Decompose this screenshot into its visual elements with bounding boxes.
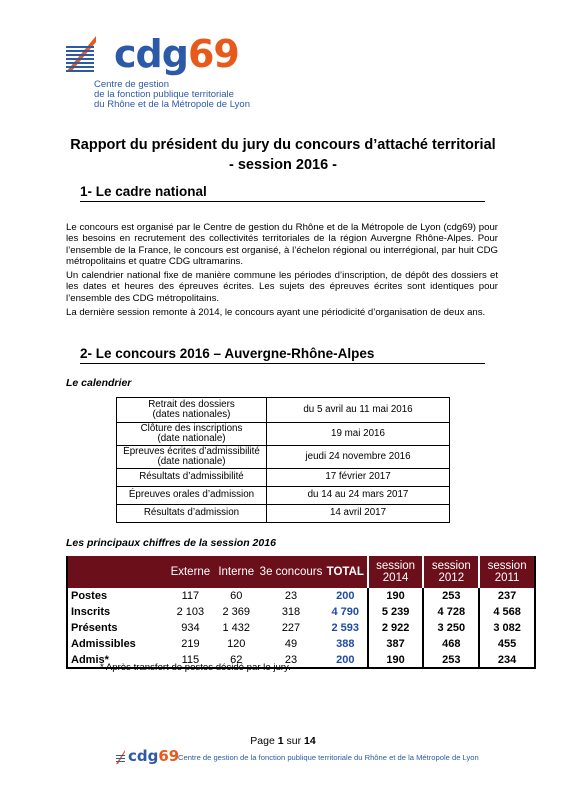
- calendar-row: [117, 398, 450, 423]
- stats-cell: 120: [227, 638, 246, 650]
- section-2-heading: 2- Le concours 2016 – Auvergne-Rhône-Alpes: [80, 346, 485, 364]
- stats-cell: 23: [284, 590, 298, 602]
- stats-cell: 23: [258, 652, 324, 668]
- calendar-row: [117, 487, 450, 505]
- calendar-row: [117, 423, 450, 446]
- logo-line-1: Centre de gestion: [94, 79, 169, 90]
- calendar-value: 19 mai 2016: [267, 423, 450, 446]
- section-1-paragraph-3: La dernière session remonte à 2014, le concours ayant une périodicité d’organisation de deux ans.: [66, 307, 486, 318]
- row-label: Présents: [67, 620, 166, 636]
- calendar-label: Résultats d’admission: [117, 505, 267, 523]
- stats-header-cell: Interne: [214, 556, 258, 588]
- stats-cell: 3 082: [479, 620, 535, 636]
- footer-org-text: Centre de gestion de la fonction publique territoriale du Rhône et de la Métropole de Lyon: [178, 753, 479, 762]
- calendar-row: [117, 469, 450, 487]
- stats-total-cell: 388: [336, 638, 355, 650]
- calendar-title: Le calendrier: [66, 377, 132, 389]
- stats-cell: 49: [284, 638, 298, 650]
- stats-cell: 2 369: [222, 606, 250, 618]
- stats-header-cell: session 2011: [479, 556, 535, 588]
- stats-header-cell: session 2012: [423, 556, 479, 588]
- stats-cell: 227: [281, 622, 301, 634]
- stats-cell: 3 250: [423, 620, 479, 636]
- stats-cell: 387: [368, 636, 424, 652]
- report-title: Rapport du président du jury du concours d’attaché territorial: [70, 137, 496, 153]
- stats-cell: 934: [181, 622, 200, 634]
- stats-cell: 5 239: [368, 604, 424, 620]
- logo-line-3: du Rhône et de la Métropole de Lyon: [94, 99, 250, 110]
- stats-cell: 4 568: [479, 604, 535, 620]
- logo-wordmark: cdg69: [114, 32, 239, 76]
- stats-cell: 62: [214, 652, 258, 668]
- table-row: [67, 636, 535, 652]
- stats-table: [66, 556, 536, 669]
- stats-total-cell: 2 593: [331, 622, 360, 634]
- calendar-label: Résultats d’admissibilité: [117, 469, 267, 487]
- stats-cell: 253: [423, 588, 479, 604]
- report-subtitle: - session 2016 -: [229, 157, 337, 173]
- row-label: Admissibles: [67, 636, 166, 652]
- page-number: Page 1 sur 14: [250, 735, 316, 747]
- stats-cell: 190: [368, 652, 424, 668]
- stats-cell: 237: [479, 588, 535, 604]
- stats-cell: 468: [423, 636, 479, 652]
- stats-header-cell: TOTAL: [324, 556, 368, 588]
- stats-footnote: * Après transfert de postes décidé par le jury.: [100, 662, 291, 673]
- table-row: [67, 604, 535, 620]
- stats-header-cell: [67, 556, 166, 588]
- row-label: Inscrits: [67, 604, 166, 620]
- footer-wordmark: cdg69: [128, 747, 180, 765]
- stats-header-cell: 3e concours: [258, 556, 324, 588]
- calendar-table: [116, 397, 450, 523]
- section-1-paragraph-2: Un calendrier national fixe de manière commune les périodes d’inscription, de dépôt des dossiers et les dates et heures des épreuves écrites. Les sujets des épreuves écrites sont identiques pour l’ensemble des CDG métropolitains.: [66, 270, 498, 304]
- stats-cell: 253: [423, 652, 479, 668]
- stats-cell: 455: [479, 636, 535, 652]
- stats-cell: 60: [230, 590, 243, 602]
- stats-cell: 234: [479, 652, 535, 668]
- row-label: Postes: [67, 588, 166, 604]
- row-label: Admis*: [67, 652, 166, 668]
- calendar-row: [117, 446, 450, 469]
- stats-title: Les principaux chiffres de la session 2016: [66, 537, 276, 549]
- stats-cell: 1 432: [222, 622, 250, 634]
- stats-cell: 2 103: [176, 606, 205, 618]
- stats-cell: 2 922: [368, 620, 424, 636]
- stats-header-cell: session 2014: [368, 556, 424, 588]
- stats-cell: 4 728: [423, 604, 479, 620]
- calendar-value: du 5 avril au 11 mai 2016: [267, 398, 450, 423]
- calendar-value: jeudi 24 novembre 2016: [267, 446, 450, 469]
- logo-line-2: de la fonction publique territoriale: [94, 89, 234, 100]
- cdg69-logo-mark-icon: [66, 36, 112, 72]
- calendar-row: [117, 505, 450, 523]
- section-1-paragraph-1: Le concours est organisé par le Centre de gestion du Rhône et de la Métropole de Lyon (cdg69) pour les besoins en recrutement des collectivités territoriales de la région Auvergne Rhône-Alpes. Pour l’ensemble de la France, le concours est organisé, à l’échelon régional ou interrégional, par huit CDG métropolitains et quatre CDG ultramarins.: [66, 222, 498, 268]
- calendar-label: Épreuves écrites d’admissibilité (date nationale): [117, 446, 267, 469]
- stats-cell: 219: [181, 638, 200, 650]
- footer-logo: [116, 747, 479, 769]
- stats-header-row: [67, 556, 535, 588]
- calendar-value: du 14 au 24 mars 2017: [267, 487, 450, 505]
- stats-total-cell: 200: [324, 652, 368, 668]
- stats-total-cell: 200: [336, 590, 355, 602]
- calendar-value: 14 avril 2017: [267, 505, 450, 523]
- cdg69-logo: [66, 32, 250, 116]
- stats-header-cell: Externe: [166, 556, 214, 588]
- section-1-heading: 1- Le cadre national: [80, 184, 485, 202]
- table-row: [67, 620, 535, 636]
- stats-cell: 318: [281, 606, 301, 618]
- table-row: [67, 588, 535, 604]
- stats-cell: 115: [166, 652, 214, 668]
- stats-cell: 190: [368, 588, 424, 604]
- calendar-label: Retrait des dossiers (dates nationales): [117, 398, 267, 423]
- stats-cell: 117: [181, 590, 200, 602]
- calendar-value: 17 février 2017: [267, 469, 450, 487]
- calendar-label: Épreuves orales d’admission: [117, 487, 267, 505]
- calendar-label: Clôture des inscriptions (date nationale): [117, 423, 267, 446]
- stats-total-cell: 4 790: [331, 606, 360, 618]
